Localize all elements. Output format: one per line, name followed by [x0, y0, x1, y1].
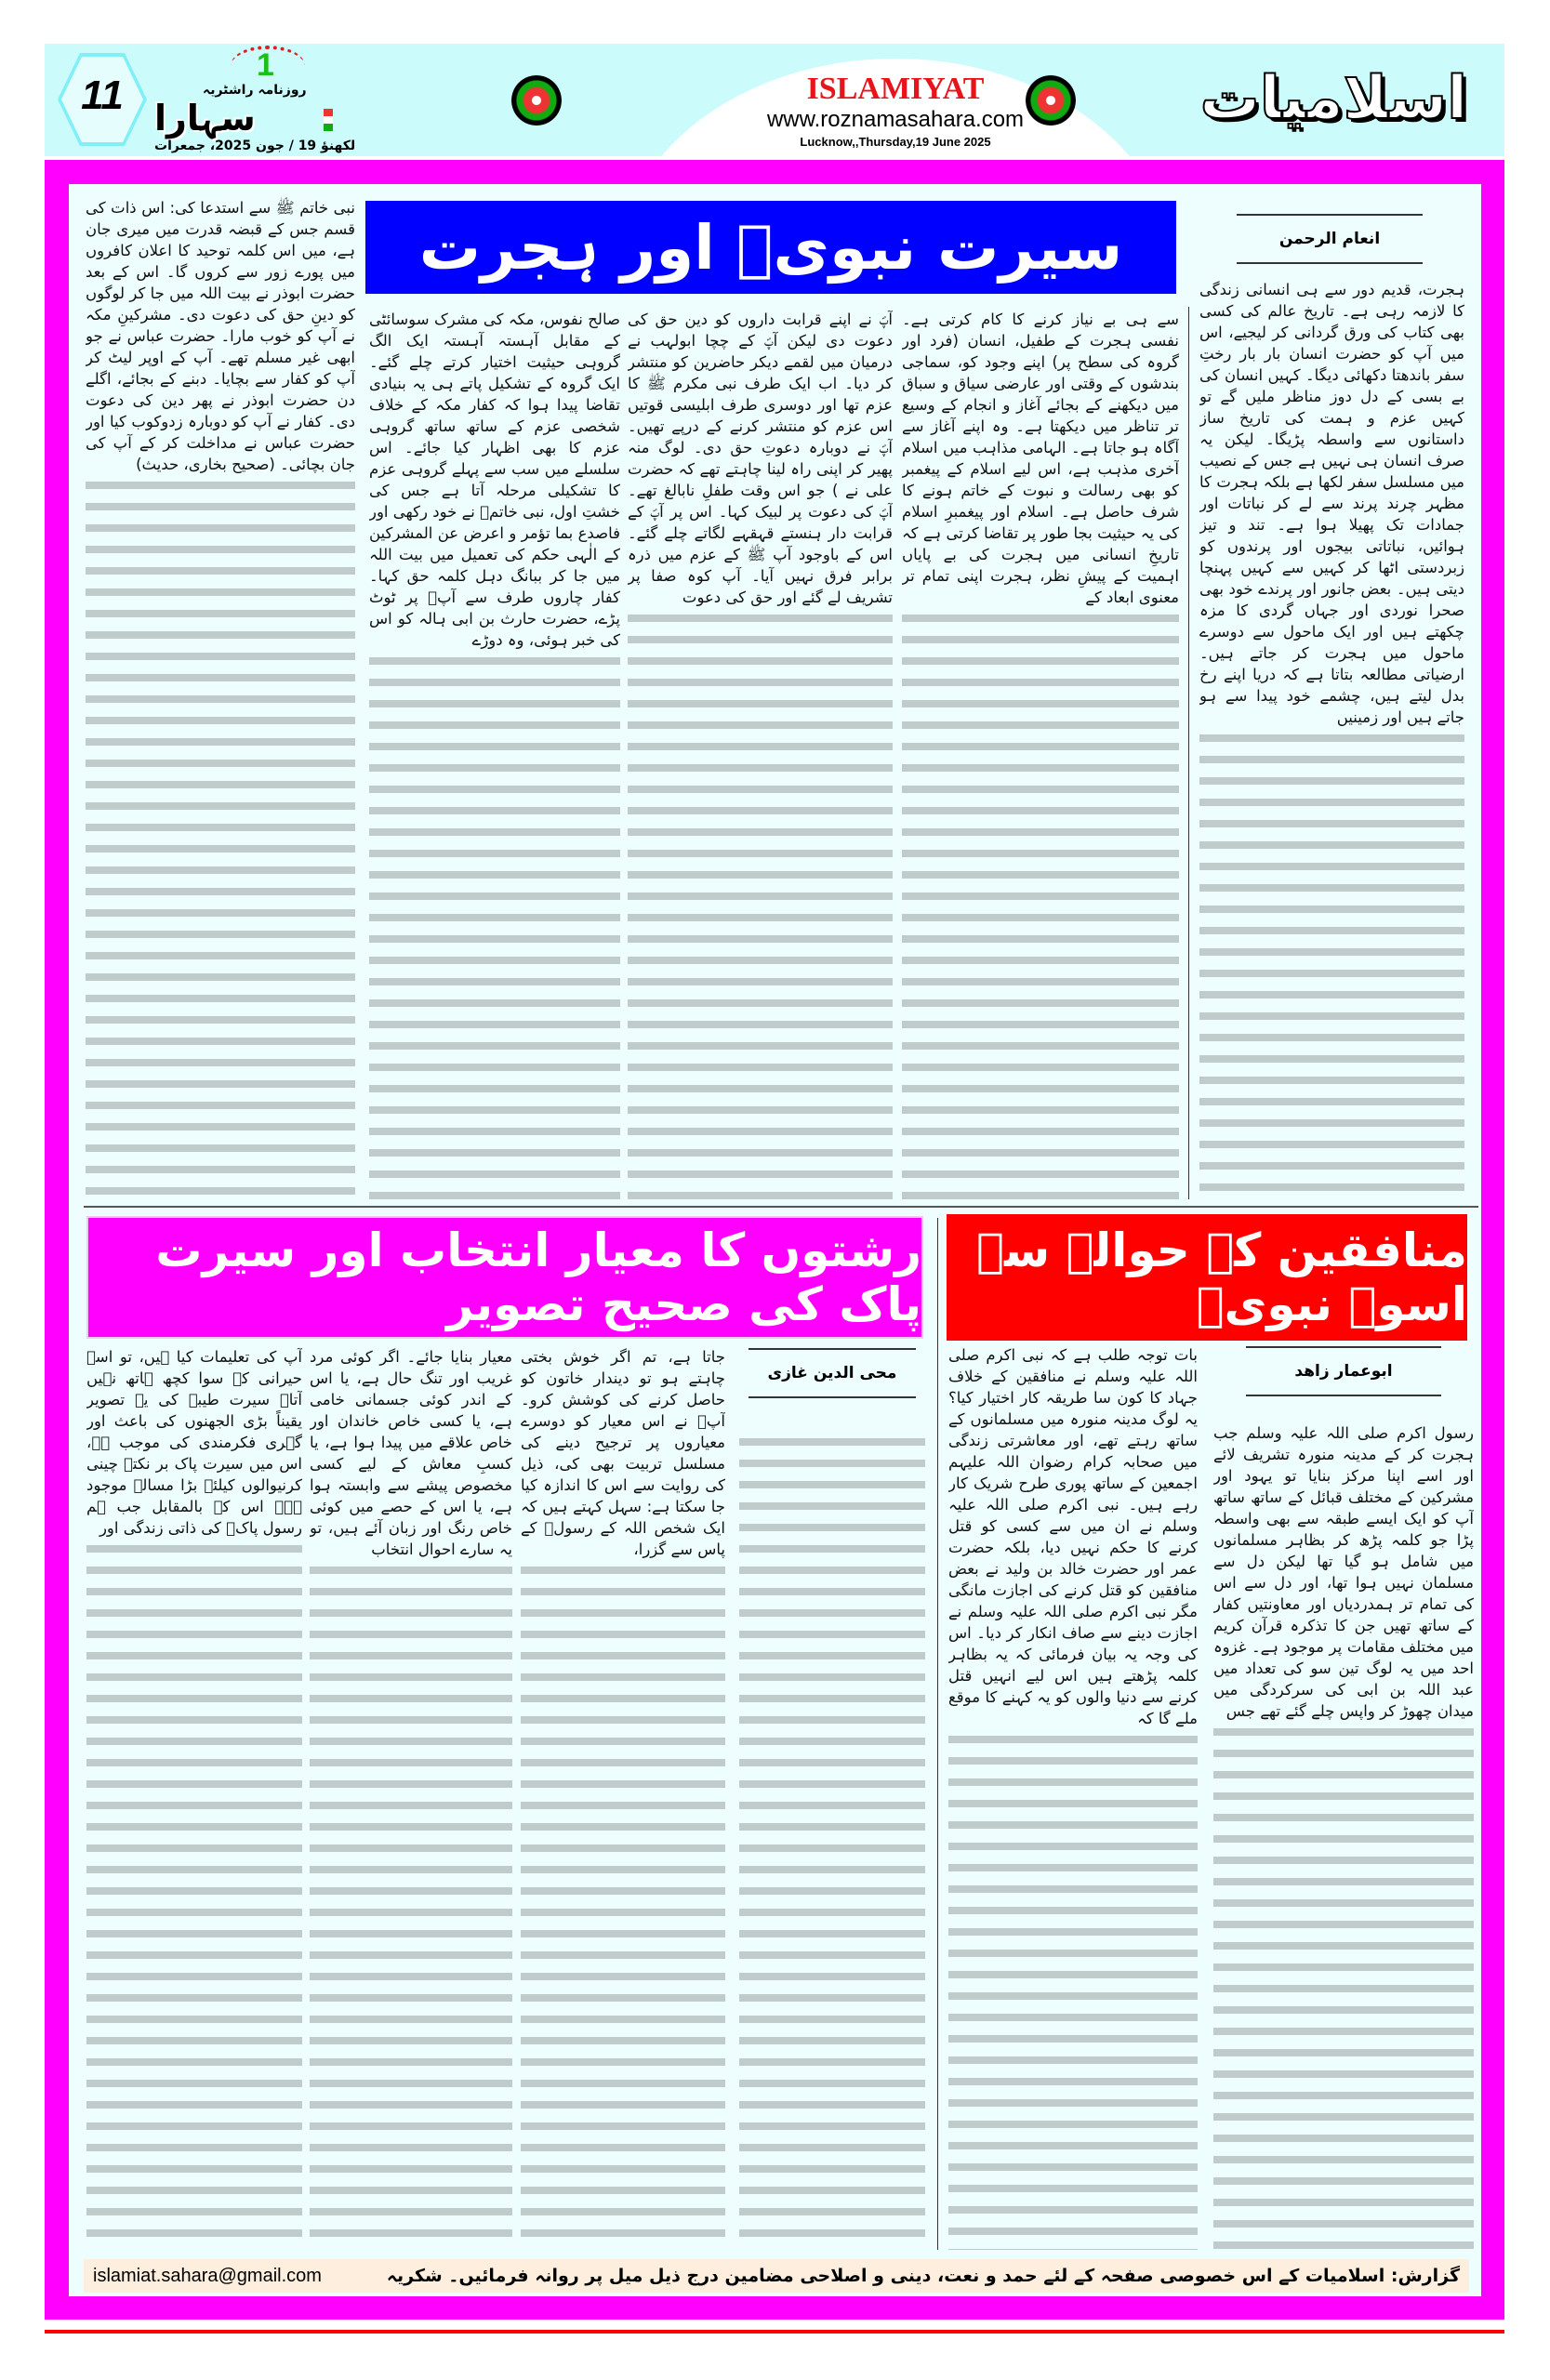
text-continuation	[521, 1560, 725, 2250]
article-3-column-0	[739, 1432, 925, 2250]
flag-icon	[324, 109, 333, 131]
text-continuation	[628, 608, 893, 1199]
text-continuation	[1213, 1722, 1474, 2250]
lead-article-column-1	[1199, 279, 1464, 1199]
column-text: صالح نفوس، مکہ کی مشرک سوسائٹی کے مقابل آہستہ آہستہ ایک الگ گروہی حیثیت اختیار کرتے چلے گئے۔ ایک گروہ کے تشکیل پاتے ہی یہ بنیادی تقاضا پیدا ہوا کہ کفار مکہ کے خلاف شخصی عزم کے ساتھ ساتھ گروہی عزم کا بھی اظہار کیا جائے۔ اس سلسلے میں سب سے پہلے گروہی عزم کا تشکیلی مرحلہ آتا ہے جس کی خشتِ اول، نبی خاتمؐ نے خود رکھی اور فاصدع بما تؤمر و اعرض عن المشرکین کے الٰہی حکم کی تعمیل میں بیت اللہ میں جا کر ببانگ دہل کلمہ حق کہا۔ کفار چاروں طرف سے آپؐ پر ٹوٹ پڑے، حضرت حارث بن ابی ہالہ کو اس کی خبر ہوئی، وہ دوڑے	[369, 311, 620, 649]
text-continuation	[369, 651, 620, 1199]
column-text: معیار بنایا جائے۔ اگر کوئی مرد غریب اور تنگ حال ہے، یا اس کے اندر کوئی جسمانی خامی ہے، یا کسی خاص خاندان اور خاص علاقے میں پیدا ہوا ہے، یا کسبِ معاش کے لیے کسی مخصوص پیشے سے وابستہ ہوا ہے، یا اس کے حصے میں کوئی خاص رنگ اور زبان آئے ہیں، تو یہ سارے احوال انتخاب	[310, 1348, 512, 1558]
column-divider	[937, 1218, 938, 2250]
article-2-column-1	[948, 1344, 1198, 2250]
lead-article-column-2	[902, 309, 1179, 1199]
article-3-byline	[735, 1348, 930, 1398]
section-title-english: ISLAMIYAT	[806, 72, 985, 106]
english-dateline: Lucknow,,Thursday,19 June 2025	[800, 135, 991, 149]
logo-subtitle: روزنامہ راشٹریہ	[203, 83, 307, 98]
column-text: سے ہی بے نیاز کرنے کا کام کرتی ہے۔ نفسی ہجرت کے طفیل، انسان (فرد اور گروہ کی سطح پر) اپنے وجود کو، سماجی بندشوں کے وقتی اور عارضی سیاق و سباق میں دیکھنے کے بجائے آغاز و انجام کے وسیع تر تناظر میں دیکھتا ہے۔ وہ اپنے آغاز سے آگاہ ہو جاتا ہے۔ الہامی مذاہب میں اسلام آخری مذہب ہے، اس لیے اسلام کے پیغمبر کو بھی رسالت و نبوت کے خاتم ہونے کا شرف حاصل ہے۔ اسلام اور پیغمبرِ اسلام کی یہ حیثیت بجا طور پر تقاضا کرتی ہے کہ تاریخِ انسانی میں ہجرت کی بے پایاں اہمیت کے پیشِ نظر، ہجرت اپنی تمام تر معنوی ابعاد کے	[902, 311, 1179, 606]
column-divider	[1188, 307, 1189, 1199]
article-3-column-1	[521, 1346, 725, 2250]
column-text: آپ کی تعلیمات کیا ہیں، تو اسے حیرانی کے سوا کچھ ہاتھ نہیں آتا۔ سیرت طیبہ کی یہ تصویر یقیناً بڑی الجھنوں کی باعث اور گہری فکرمندی کی موجب ہے، اس میں سیرت پاک بر نکتہ چینی کرنیوالوں کیلئے بڑا مسالہ موجود ہے۔ اس کے بالمقابل جب ہم رسول پاکؐ کی ذاتی زندگی اور	[86, 1348, 302, 1537]
article-3-column-3	[86, 1346, 302, 2250]
contact-email[interactable]: islamiat.sahara@gmail.com	[93, 2266, 322, 2286]
column-text: ہجرت، قدیم دور سے ہی انسانی زندگی کا لازمہ رہی ہے۔ تاریخ عالم کی کسی بھی کتاب کی ورق گردانی کر لیجیے، اس میں آپ کو حضرت انسان بار بار رختِ سفر باندھتا دکھائی دیگا۔ کہیں انسان کی بے بسی کے دل دوز مناظر ملیں گے تو کہیں عزم و ہمت کی تاریخ ساز داستانوں سے واسطہ پڑیگا۔ لیکن یہ صرف انسان ہی نہیں ہے جس کے نصیب میں مسلسل سفر لکھا ہے بلکہ ہجرت کا مظہر چرند پرند سے لے کر نباتات اور جمادات تک پھیلا ہوا ہے۔ تند و تیز ہوائیں، نباتاتی بیجوں اور پرندوں کو زبردستی اٹھا کر کہیں سے کہیں پہنچا دیتی ہیں۔ بعض جانور اور پرندے خود بھی صحرا نوردی اور جہاں گردی کا مزہ چکھتے ہیں اور ایک ماحول سے دوسرے ماحول میں ہجرت کر جاتے ہیں۔ ارضیاتی مطالعہ بتاتا ہے کہ دریا اپنے رخ بدل لیتے ہیں، چشمے خود پیدا سے ہو جاتے ہیں اور زمینیں	[1199, 281, 1464, 726]
column-text: رسول اکرم صلی اللہ علیہ وسلم جب ہجرت کر کے مدینہ منورہ تشریف لائے اور اسے اپنا مرکز بنایا تو یہود اور مشرکین کے مختلف قبائل کے ساتھ ساتھ آپ کو ایک ایسے طبقہ سے بھی واسطہ پڑا جو کلمہ پڑھ کر بظاہر مسلمانوں میں شامل ہو گیا تھا لیکن دل سے مسلمان نہیں ہوا تھا، اور دل سے اس کی تمام تر ہمدردیاں اور معاونتیں کفار کے ساتھ تھیں جن کا تذکرہ قرآن کریم میں مختلف مقامات پر موجود ہے۔ غزوہ احد میں یہ لوگ تین سو کی تعداد میں عبد اللہ بن ابی کی سرکردگی میں میدان چھوڑ کر واپس چلے گئے تھے جس	[1213, 1424, 1474, 1720]
emblem-icon-left	[511, 75, 562, 126]
column-text: بات توجہ طلب ہے کہ نبی اکرم صلی اللہ علیہ وسلم نے منافقین کے خلاف جہاد کا کون سا طریقہ کار اختیار کیا؟ یہ لوگ مدینہ منورہ میں مسلمانوں کے ساتھ رہتے تھے، اور معاشرتی زندگی میں صحابہ کرام رضوان اللہ علیہم اجمعین کے ساتھ پوری طرح شریک کار رہے ہیں۔ نبی اکرم صلی اللہ علیہ وسلم نے ان میں سے کسی کو قتل کرنے کا حکم نہیں دیا، بلکہ حضرت عمر اور حضرت خالد بن ولید نے بعض منافقین کو قتل کرنے کی اجازت مانگی مگر نبی اکرم صلی اللہ علیہ وسلم نے اجازت دینے سے صاف انکار کر دیا۔ اس کی وجہ یہ بیان فرمائی کہ یہ بظاہر کلمہ پڑھتے ہیں اس لیے انہیں قتل کرنے سے دنیا والوں کو یہ کہنے کا موقع ملے گا کہ	[948, 1346, 1198, 1727]
article-2-column-2	[1213, 1422, 1474, 2250]
logo-number: 1	[257, 47, 274, 83]
lead-article-column-4	[369, 309, 620, 1199]
author-name: محی الدین غازی	[749, 1348, 916, 1398]
article-2-byline	[1209, 1346, 1478, 1396]
bottom-rule	[45, 2330, 1504, 2334]
text-continuation	[86, 475, 355, 1199]
section-divider	[84, 1206, 1478, 1208]
author-name: انعام الرحمن	[1237, 214, 1423, 264]
section-title-urdu: اسلامیات	[1199, 64, 1467, 133]
newspaper-logo: سہارا	[154, 98, 256, 139]
urdu-dateline: لکھنؤ 19 / جون 2025، جمعرات	[154, 139, 356, 153]
page-number: 11	[81, 73, 124, 118]
submission-notice	[84, 2259, 1469, 2293]
article-3-column-2	[310, 1346, 512, 2250]
lead-article-column-3	[628, 309, 893, 1199]
text-continuation	[86, 1539, 302, 2250]
lead-article-byline	[1199, 205, 1460, 264]
article-2-title: منافقین کے حوالے سے اسوۂ نبویؐ	[947, 1214, 1467, 1341]
text-continuation	[1199, 728, 1464, 1199]
lead-article-column-5	[86, 197, 355, 1199]
column-text: آپؐ نے اپنے قرابت داروں کو دین حق کی دعوت دی لیکن آپؐ کے چچا ابولہب نے درمیان میں لقمے دیکر حاضرین کو منتشر کر دیا۔ اب ایک طرف نبی مکرم ﷺ کا عزم تھا اور دوسری طرف ابلیسی قوتیں اس عزم کو منتشر کرنے کے درپے تھیں۔ آپؐ نے دوبارہ دعوتِ حق دی۔ لوگ منہ پھیر کر اپنی راہ لینا چاہتے تھے کہ حضرت علی نے ) جو اس وقت طفلِ نابالغ تھے۔ آپؐ کی دعوت پر لبیک کہا۔ اس پر آپؐ کے قرابت دار ہنستے قہقہے لگاتے چلے گئے۔ اس کے باوجود آپ ﷺ کے عزم میں ذرہ برابر فرق نہیں آیا۔ آپ کوہ صفا پر تشریف لے گئے اور حق کی دعوت	[628, 311, 893, 606]
text-continuation	[902, 608, 1179, 1199]
author-name: ابوعمار زاھد	[1246, 1346, 1441, 1396]
notice-text: گزارش: اسلامیات کے اس خصوصی صفحہ کے لئے حمد و نعت، دینی و اصلاحی مضامین درج ذیل میل پر روانہ فرمائیں۔ شکریہ	[386, 2266, 1460, 2286]
column-text: نبی خاتم ﷺ سے استدعا کی: اس ذات کی قسم جس کے قبضہ قدرت میں میری جان ہے، میں اس کلمہ توحید کا اعلان کافروں میں پورے زور سے کروں گا۔ اس کے بعد حضرت ابوذر نے بیت اللہ میں جا کر لوگوں کو دینِ حق کی دعوت دی۔ مشرکینِ مکہ نے آپ کو خوب مارا۔ حضرت عباس نے جو ابھی غیر مسلم تھے۔ آپ کے اوپر لیٹ کر آپ کو کفار سے بچایا۔ دبنے کے بجائے، اگلے دن حضرت ابوذر نے پھر دین کی دعوت دی۔ کفار نے آپ کو دوبارہ زدوکوب کیا اور حضرت عباس نے مداخلت کر کے آپ کی جان بچائی۔ (صحیح بخاری، حدیث)	[86, 199, 355, 473]
masthead	[45, 44, 1504, 156]
text-continuation	[739, 1432, 925, 2250]
text-continuation	[310, 1560, 512, 2250]
lead-article-title: سیرت نبویؐ اور ہجرت	[365, 201, 1176, 294]
column-text: جاتا ہے، تم اگر خوش بختی چاہتے ہو تو دیندار خاتون کو حاصل کرنے کی کوشش کرو۔ آپؐ نے اس معیار کو دوسرے معیاروں پر ترجیح دینے کی مسلسل تربیت بھی کی، ذیل کی روایت سے اس کا اندازہ کیا جا سکتا ہے: سہل کہتے ہیں کہ ایک شخص اللہ کے رسولؐ کے پاس سے گزرا،	[521, 1348, 725, 1558]
article-3-title: رشتوں کا معیار انتخاب اور سیرت پاک کی صحیح تصویر	[86, 1216, 923, 1339]
text-continuation	[948, 1729, 1198, 2250]
website-link[interactable]: www.roznamasahara.com	[766, 107, 1025, 132]
